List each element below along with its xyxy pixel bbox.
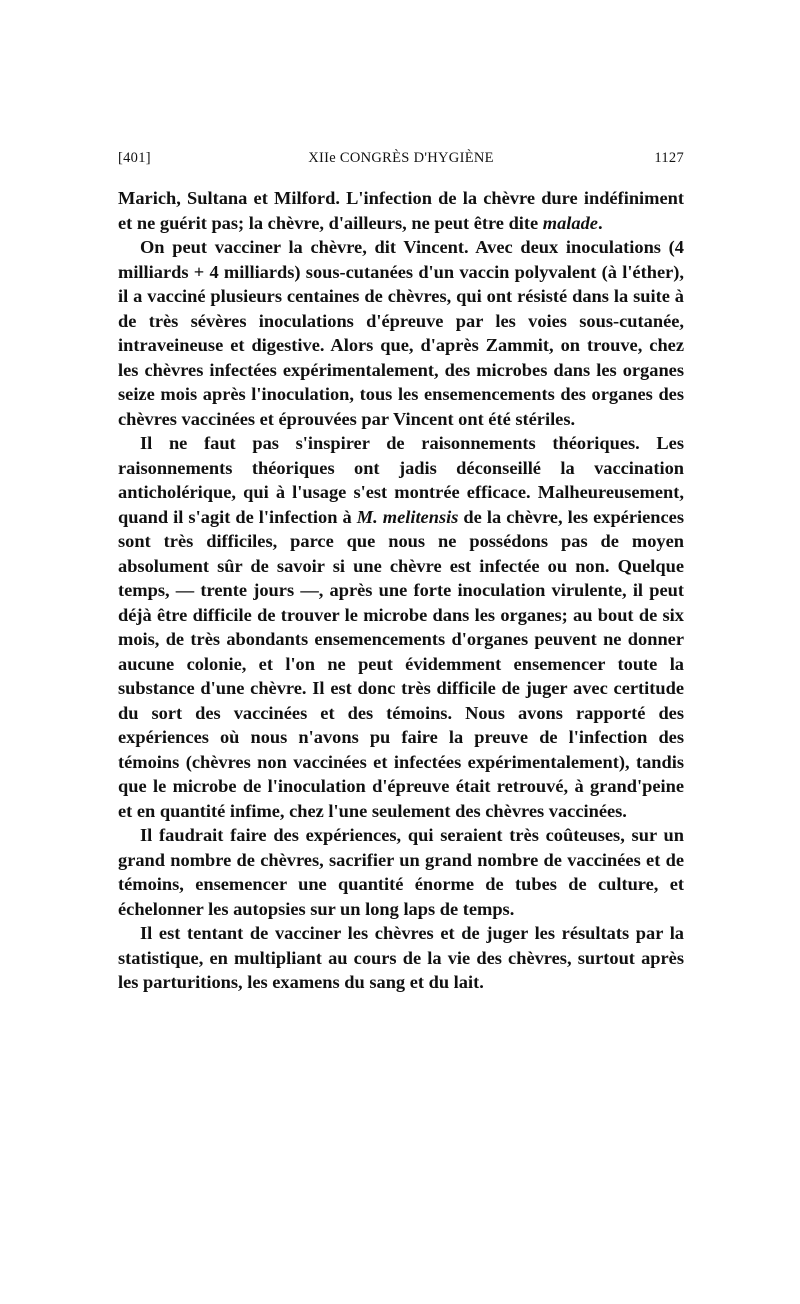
page-number: 1127	[654, 150, 684, 166]
paragraph-5: Il est tentant de vacciner les chèvres et de juger les résultats par la statistique, en multipliant au cours de la vie des chèvres, surtout après les parturitions, les examens du sang et du lait.	[118, 923, 684, 992]
italic-term: malade	[542, 212, 598, 233]
paragraph-1: Marich, Sultana et Milford. L'infection de la chèvre dure indéfiniment et ne guérit pas; la chèvre, d'ailleurs, ne peut être dite malade.	[118, 188, 684, 233]
running-header	[118, 150, 684, 172]
running-title: XIIe CONGRÈS D'HYGIÈNE	[308, 150, 494, 166]
section-number: [401]	[118, 150, 151, 166]
paragraph-3: Il ne faut pas s'inspirer de raisonnements théoriques. Les raisonnements théoriques ont jadis déconseillé la vaccination anticholérique, qui à l'usage s'est montrée efficace. Malheureusement, quand il s'agit de l'infection à M. melitensis de la chèvre, les expériences sont très difficiles, parce que nous ne possédons pas de moyen absolument sûr de savoir si une chèvre est infectée ou non. Quelque temps, — trente jours —, après une forte inoculation virulente, il peut déjà être difficile de trouver le microbe dans les organes; au bout de six mois, de très abondants ensemencements d'organes peuvent ne donner aucune colonie, et l'on ne peut évidemment ensemencer toute la substance d'une chèvre. Il est donc très difficile de juger avec certitude du sort des vaccinées et des témoins. Nous avons rapporté des expériences où nous n'avons pu faire la preuve de l'infection des témoins (chèvres non vaccinées et infectées expérimentalement), tandis que le microbe de l'inoculation d'épreuve était retrouvé, à grand'peine et en quantité infime, chez l'une seulement des chèvres vaccinées.	[118, 433, 684, 821]
document-page	[118, 150, 684, 995]
paragraph-2: On peut vacciner la chèvre, dit Vincent. Avec deux inoculations (4 milliards + 4 milliards) sous-cutanées d'un vaccin polyvalent (à l'éther), il a vacciné plusieurs centaines de chèvres, qui ont résisté dans la suite à de très sévères inoculations d'épreuve par les voies sous-cutanée, intraveineuse et digestive. Alors que, d'après Zammit, on trouve, chez les chèvres infectées expérimentalement, des microbes dans les organes seize mois après l'inoculation, tous les ensemencements des organes des chèvres vaccinées et éprouvées par Vincent ont été stériles.	[118, 237, 684, 429]
body-text	[118, 186, 684, 995]
species-name: M. melitensis	[356, 506, 459, 527]
paragraph-4: Il faudrait faire des expériences, qui seraient très coûteuses, sur un grand nombre de chèvres, sacrifier un grand nombre de vaccinées et de témoins, ensemencer une quantité énorme de tubes de culture, et échelonner les autopsies sur un long laps de temps.	[118, 825, 684, 919]
